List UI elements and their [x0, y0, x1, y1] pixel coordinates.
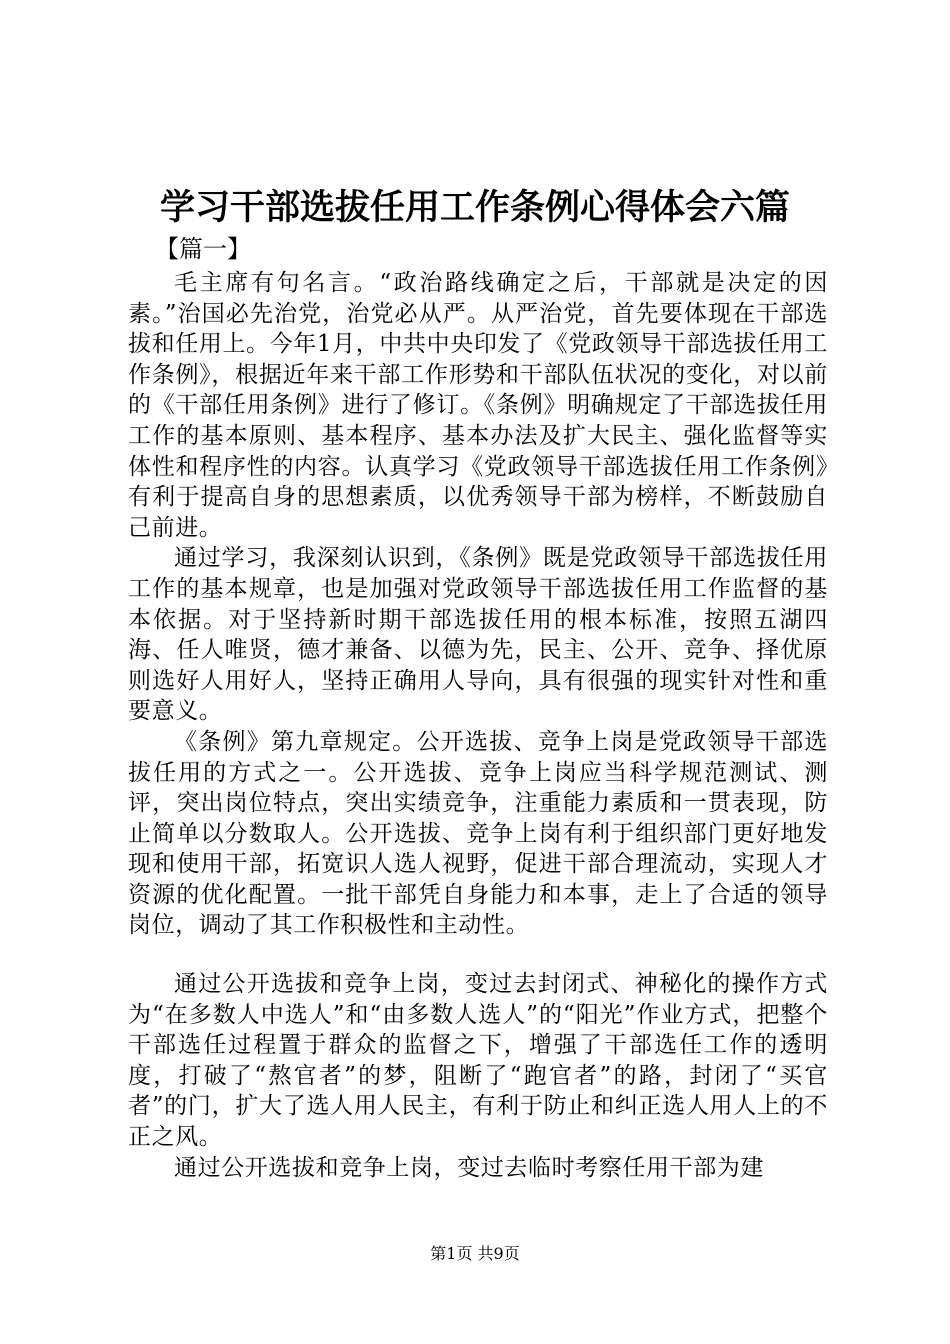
- paragraph: 毛主席有句名言。“政治路线确定之后，干部就是决定的因素。”治国必先治党，治党必从严。从严治党，首先要体现在干部选拔和任用上。今年1月，中共中央印发了《党政领导干部选拔任用工作条例》，根据近年来干部工作形势和干部队伍状况的变化，对以前的《干部任用条例》进行了修订。《条例》明确规定了干部选拔任用工作的基本原则、基本程序、基本办法及扩大民主、强化监督等实体性和程序性的内容。认真学习《党政领导干部选拔任用工作条例》有利于提高自身的思想素质，以优秀领导干部为榜样，不断鼓励自己前进。: [128, 270, 828, 541]
- page-footer: 第1页 共9页: [430, 1244, 520, 1263]
- paragraph: 《条例》第九章规定。公开选拔、竞争上岗是党政领导干部选拔任用的方式之一。公开选拔、竞争上岗应当科学规范测试、测评，突出岗位特点，突出实绩竞争，注重能力素质和一贯表现，防止简单以分数取人。公开选拔、竞争上岗有利于组织部门更好地发现和使用干部，拓宽识人选人视野，促进干部合理流动，实现人才资源的优化配置。一批干部凭自身能力和本事，走上了合适的领导岗位，调动了其工作积极性和主动性。: [128, 728, 828, 939]
- paragraph: 通过公开选拔和竞争上岗，变过去封闭式、神秘化的操作方式为“在多数人中选人”和“由多数人选人”的“阳光”作业方式，把整个干部选任过程置于群众的监督之下，增强了干部选任工作的透明度，打破了“熬官者”的梦，阻断了“跑官者”的路，封闭了“买官者”的门，扩大了选人用人民主，有利于防止和纠正选人用人上的不正之风。: [128, 971, 828, 1151]
- paragraph: 通过学习，我深刻认识到，《条例》既是党政领导干部选拔任用工作的基本规章，也是加强对党政领导干部选拔任用工作监督的基本依据。对于坚持新时期干部选拔任用的根本标准，按照五湖四海、任人唯贤，德才兼备、以德为先，民主、公开、竞争、择优原则选好人用好人，坚持正确用人导向，具有很强的现实针对性和重要意义。: [128, 545, 828, 725]
- document-body: [128, 268, 828, 1183]
- document-title: 学习干部选拔任用工作条例心得体会六篇: [159, 188, 790, 228]
- section-label: 【篇一】: [155, 235, 251, 263]
- paragraph: 通过公开选拔和竞争上岗，变过去临时考察任用干部为建: [174, 1154, 764, 1181]
